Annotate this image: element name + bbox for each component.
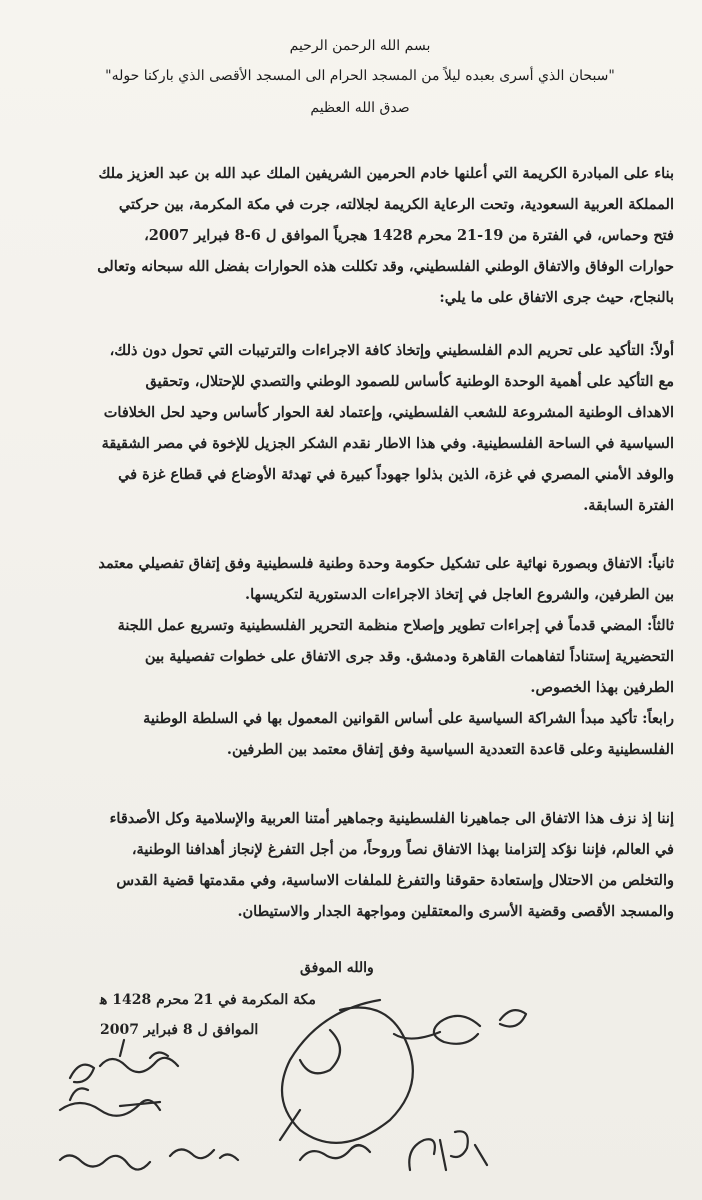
point-one-line: السياسية في الساحة الفلسطينية. وفي هذا الاطار نقدم الشكر الجزيل للإخوة في مصر الشقيقة <box>101 435 674 452</box>
point-one-paragraph <box>34 335 674 521</box>
point-two-paragraph <box>34 548 674 610</box>
intro-line: فتح وحماس، في الفترة من 19-21 محرم 1428 هجرياً الموافق ل 6-8 فبراير 2007، <box>144 227 674 244</box>
signature-block <box>0 960 702 1200</box>
signing-place: مكة المكرمة في 21 محرم 1428 ﻫ <box>100 992 316 1008</box>
intro-paragraph <box>34 158 674 313</box>
signature-two <box>280 1000 413 1143</box>
signature-one <box>394 1010 526 1044</box>
point-three-line: ثالثاً: المضي قدماً في إجراءات تطوير وإصلاح منظمة التحرير الفلسطينية وتسريع عمل اللجنة <box>117 617 674 634</box>
quran-verse: "سبحان الذي أسرى بعبده ليلاً من المسجد الحرام الى المسجد الأقصى الذي باركنا حوله" <box>105 68 615 84</box>
closing-paragraph <box>34 803 674 927</box>
closing-verse: صدق الله العظيم <box>310 100 410 116</box>
point-four-paragraph <box>34 703 674 765</box>
intro-line: حوارات الوفاق والاتفاق الوطني الفلسطيني، وقد تكللت هذه الحوارات بفضل الله سبحانه وتعالى <box>97 258 674 275</box>
point-three-paragraph <box>34 610 674 703</box>
point-three-line: الطرفين بهذا الخصوص. <box>530 679 674 696</box>
closing-line: والتخلص من الاحتلال وإستعادة حقوقنا والتفرغ للملفات الاساسية، وفي مقدمتها قضية القدس <box>116 872 674 889</box>
point-two-line: ثانياً: الاتفاق وبصورة نهائية على تشكيل حكومة وحدة وطنية فلسطينية وفق إتفاق تفصيلي معتمد <box>98 555 674 572</box>
signing-date: الموافق ل 8 فبراير 2007 <box>100 1022 259 1038</box>
point-one-line: أولاً: التأكيد على تحريم الدم الفلسطيني وإتخاذ كافة الاجراءات والترتيبات التي تحول دون ذلك، <box>109 342 674 359</box>
point-one-line: مع التأكيد على أهمية الوحدة الوطنية كأساس للصمود الوطني والتصدي للإحتلال، وتحقيق <box>145 373 674 390</box>
signature-six <box>60 1088 160 1115</box>
closing-line: إننا إذ نزف هذا الاتفاق الى جماهيرنا الفلسطينية وجماهير أمتنا العربية والإسلامية وكل الأصدقاء <box>109 810 674 827</box>
point-four-line: رابعاً: تأكيد مبدأ الشراكة السياسية على أساس القوانين المعمول بها في السلطة الوطنية <box>143 710 674 727</box>
signature-five <box>70 1040 178 1082</box>
signature-four <box>409 1131 487 1170</box>
point-one-line: والوفد الأمني المصري في غزة، الذين بذلوا جهوداً كبيرة في تهدئة الأوضاع في قطاع غزة في <box>118 466 674 483</box>
wallah-almuwaffiq: والله الموفق <box>300 960 374 976</box>
basmala-heading: بسم الله الرحمن الرحيم <box>289 38 431 54</box>
signature-three <box>300 1145 370 1160</box>
point-three-line: التحضيرية إستناداً لتفاهمات القاهرة ودمشق. وقد جرى الاتفاق على خطوات تفصيلية بين <box>144 648 674 665</box>
intro-line: بالنجاح، حيث جرى الاتفاق على ما يلي: <box>439 289 674 306</box>
point-two-line: بين الطرفين، والشروع العاجل في إتخاذ الاجراءات الدستورية لتكريسها. <box>245 586 674 603</box>
intro-line: المملكة العربية السعودية، وتحت الرعاية الكريمة لجلالته، جرت في مكة المكرمة، بين حركتي <box>118 196 674 213</box>
closing-line: والمسجد الأقصى وقضية الأسرى والمعتقلين ومواجهة الجدار والاستيطان. <box>237 903 674 920</box>
point-one-line: الاهداف الوطنية المشروعة للشعب الفلسطيني، وإعتماد لغة الحوار كأساس وحيد لحل الخلافات <box>103 404 674 421</box>
handwritten-signatures <box>0 960 702 1200</box>
signature-seven <box>60 1149 238 1169</box>
point-four-line: الفلسطينية وعلى قاعدة التعددية السياسية وفق إتفاق معتمد بين الطرفين. <box>226 741 674 758</box>
point-one-line: الفترة السابقة. <box>583 497 674 514</box>
intro-line: بناء على المبادرة الكريمة التي أعلنها خادم الحرمين الشريفين الملك عبد الله بن عبد العزيز ملك <box>98 165 674 182</box>
closing-line: في العالم، فإننا نؤكد إلتزامنا بهذا الاتفاق نصاً وروحاً، من أجل التفرغ لإنجاز أهدافنا الوطنية، <box>131 841 674 858</box>
